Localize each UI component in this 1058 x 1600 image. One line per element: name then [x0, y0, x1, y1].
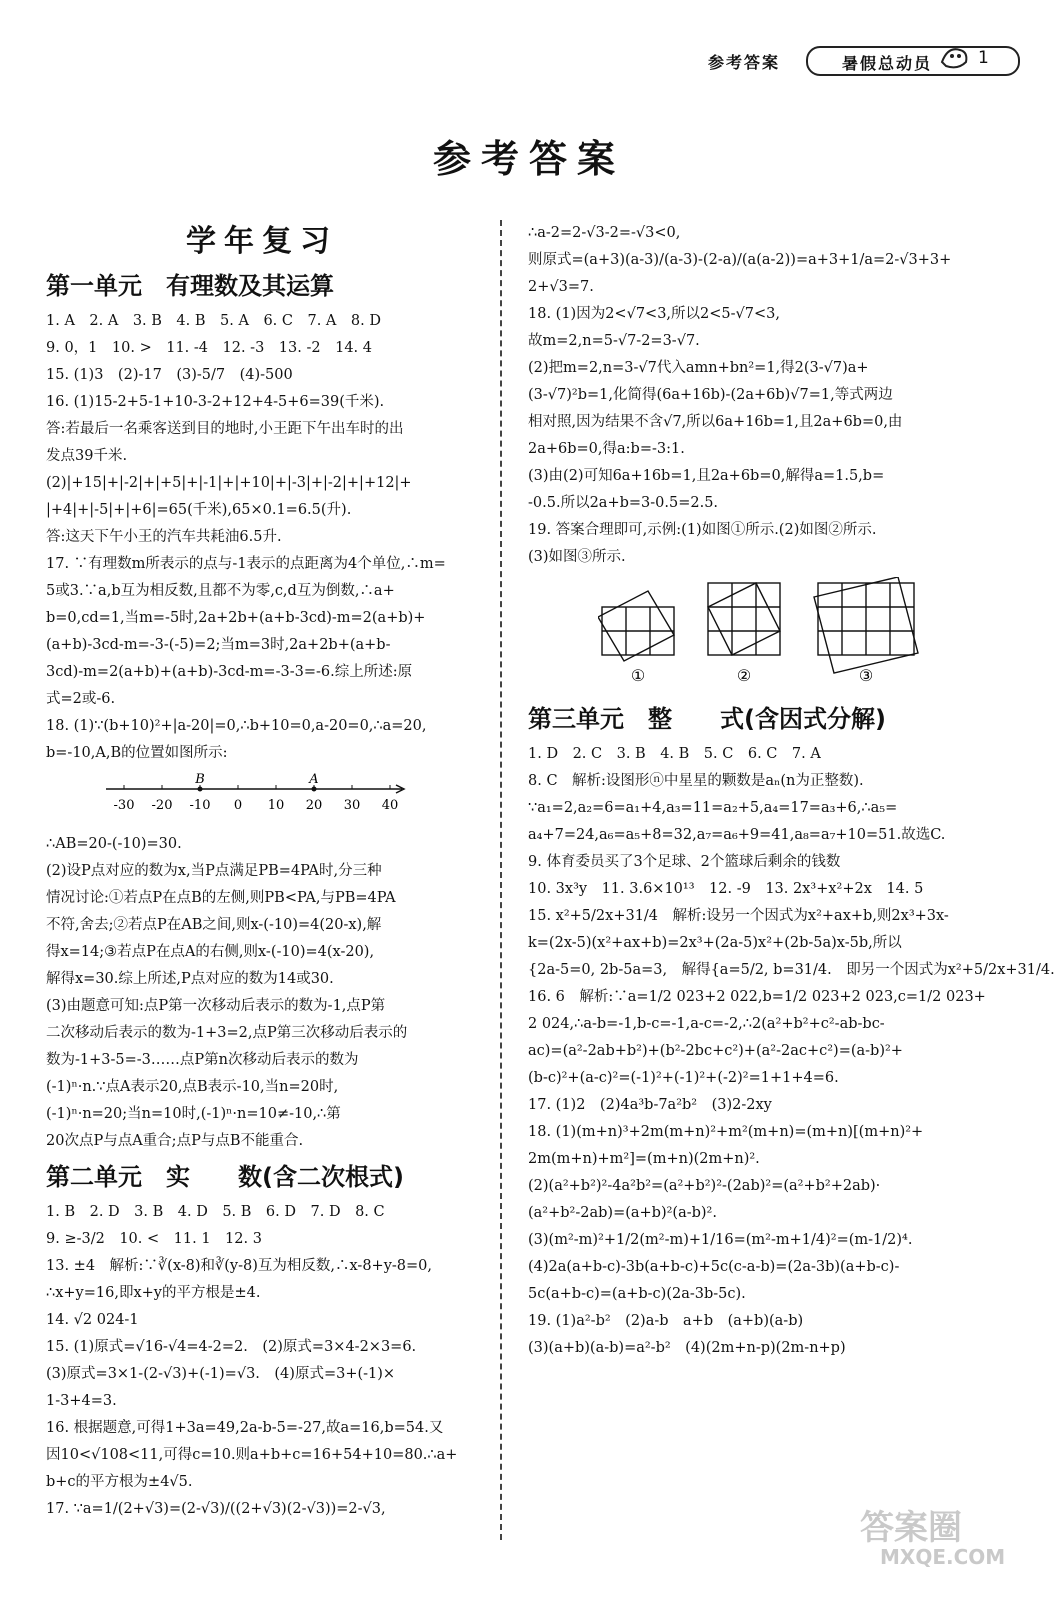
- answer-line: (3-√7)²b=1,化简得(6a+16b)-(2a+6b)√7=1,等式两边: [528, 387, 893, 403]
- answer-line: (-1)ⁿ·n=20;当n=10时,(-1)ⁿ·n=10≠-10,∴第: [46, 1106, 341, 1122]
- answer-line: 解得x=30.综上所述,P点对应的数为14或30.: [46, 971, 334, 987]
- answer-line: (-1)ⁿ·n.∵点A表示20,点B表示-10,当n=20时,: [46, 1079, 339, 1095]
- answer-line: b=0,cd=1,当m=-5时,2a+2b+(a+b-3cd)-m=2(a+b)+: [46, 610, 426, 626]
- number-line-tick-label: 10: [267, 798, 285, 813]
- answer-line: 13. ±4 解析:∵∛(x-8)和∛(y-8)互为相反数,∴x-8+y-8=0,: [46, 1258, 433, 1274]
- answer-line: b=-10,A,B的位置如图所示:: [46, 745, 228, 761]
- answer-line: 9. 0，1 10. > 11. -4 12. -3 13. -2 14. 4: [46, 340, 372, 356]
- answer-line: (2)设P点对应的数为x,当P点满足PB=4PA时,分三种: [46, 863, 382, 879]
- answer-line: 2+√3=7.: [528, 279, 594, 295]
- unit3-heading: 第三单元 整 式(含因式分解): [528, 705, 886, 733]
- answer-line: k=(2x-5)(x²+ax+b)=2x³+(2a-5)x²+(2b-5a)x-5b,所以: [528, 935, 902, 951]
- answer-line: 二次移动后表示的数为-1+3=2,点P第三次移动后表示的: [46, 1025, 408, 1041]
- answer-line: 18. (1)∵(b+10)²+|a-20|=0,∴b+10=0,a-20=0,∴a=20,: [46, 718, 427, 734]
- answer-line: -0.5.所以2a+b=3-0.5=2.5.: [528, 495, 719, 511]
- answer-line: 答:若最后一名乘客送到目的地时,小王距下午出车时的出: [46, 421, 404, 437]
- answer-line: a₄+7=24,a₆=a₅+8=32,a₇=a₆+9=41,a₈=a₇+10=51.故选C.: [528, 827, 946, 843]
- left-column: [46, 220, 478, 1523]
- answer-line: 10. 3x³y 11. 3.6×10¹³ 12. -9 13. 2x³+x²+2x 14. 5: [528, 881, 924, 897]
- answer-line: 19. 答案合理即可,示例:(1)如图①所示.(2)如图②所示.: [528, 522, 877, 538]
- answer-line: 2a+6b=0,得a:b=-3:1.: [528, 441, 685, 457]
- answer-line: 3cd)-m=2(a+b)+(a+b)-3cd-m=-3-3=-6.综上所述:原: [46, 664, 413, 680]
- header-section-label: 参考答案: [708, 53, 781, 72]
- answer-line: 15. (1)原式=√16-√4=4-2=2. (2)原式=3×4-2×3=6.: [46, 1339, 417, 1355]
- number-line-figure: [106, 773, 406, 815]
- answer-line: 情况讨论:①若点P在点B的左侧,则PB<PA,与PB=4PA: [46, 890, 396, 906]
- unit1-answers-cont: [46, 831, 478, 1155]
- answer-line: 9. 体育委员买了3个足球、2个篮球后剩余的钱数: [528, 854, 841, 870]
- number-line-tick-label: -20: [151, 798, 173, 813]
- answer-line: (3)由(2)可知6a+16b=1,且2a+6b=0,解得a=1.5,b=: [528, 468, 885, 484]
- answer-line: 得x=14;③若点P在点A的右侧,则x-(-10)=4(x-20),: [46, 944, 375, 960]
- page-header: [578, 44, 1058, 80]
- answer-line: (3)如图③所示.: [528, 549, 626, 565]
- answer-line: 8. C 解析:设图形ⓝ中星星的颗数是aₙ(n为正整数).: [528, 773, 864, 789]
- answer-line: ∵a₁=2,a₂=6=a₁+4,a₃=11=a₂+5,a₄=17=a₃+6,∴a₅=: [528, 800, 898, 816]
- watermark-url: MXQE.COM: [880, 1545, 1006, 1569]
- point-b-label: B: [195, 773, 205, 787]
- answer-line: (3)由题意可知:点P第一次移动后表示的数为-1,点P第: [46, 998, 386, 1014]
- square-figures: [598, 577, 958, 687]
- answer-line: 1. A 2. A 3. B 4. B 5. A 6. C 7. A 8. D: [46, 313, 381, 329]
- number-line-tick-label: 20: [305, 798, 323, 813]
- figure-label-1: ①: [630, 666, 646, 685]
- watermark-logo: 答案圈: [860, 1508, 962, 1548]
- answer-line: 1. B 2. D 3. B 4. D 5. B 6. D 7. D 8. C: [46, 1204, 385, 1220]
- answer-line: (2)(a²+b²)²-4a²b²=(a²+b²)²-(2ab)²=(a²+b²+2ab)·: [528, 1178, 881, 1194]
- unit2-answers: [46, 1199, 478, 1523]
- number-line-tick-label: -10: [189, 798, 211, 813]
- answer-line: 17. ∵有理数m所表示的点与-1表示的点距离为4个单位,∴m=: [46, 556, 446, 572]
- number-line-tick-label: -30: [113, 798, 135, 813]
- answer-line: 式=2或-6.: [46, 691, 116, 707]
- answer-line: (2)|+15|+|-2|+|+5|+|-1|+|+10|+|-3|+|-2|+|+12|+: [46, 475, 412, 491]
- answer-line: 1. D 2. C 3. B 4. B 5. C 6. C 7. A: [528, 746, 821, 762]
- section-heading: 学年复习: [186, 224, 338, 259]
- answer-line: |+4|+|-5|+|+6|=65(千米),65×0.1=6.5(升).: [46, 502, 352, 518]
- answer-line: 16. 根据题意,可得1+3a=49,2a-b-5=-27,故a=16,b=54.又: [46, 1420, 444, 1436]
- answer-line: ∴x+y=16,即x+y的平方根是±4.: [46, 1285, 261, 1301]
- answer-line: 不符,舍去;②若点P在AB之间,则x-(-10)=4(20-x),解: [46, 917, 382, 933]
- mascot-icon: [938, 42, 972, 72]
- answer-line: (3)(a+b)(a-b)=a²-b² (4)(2m+n-p)(2m-n+p): [528, 1340, 846, 1356]
- answer-line: (4)2a(a+b-c)-3b(a+b-c)+5c(c-a-b)=(2a-3b)(a+b-c)-: [528, 1259, 900, 1275]
- answer-line: 2 024,∴a-b=-1,b-c=-1,a-c=-2,∴2(a²+b²+c²-ab-bc-: [528, 1016, 885, 1032]
- page-number: 1: [978, 48, 989, 68]
- answer-line: 数为-1+3-5=-3……点P第n次移动后表示的数为: [46, 1052, 359, 1068]
- answer-line: 20次点P与点A重合;点P与点B不能重合.: [46, 1133, 304, 1149]
- right-column: [528, 220, 1055, 1362]
- answer-line: 5c(a+b-c)=(a+b-c)(2a-3b-5c).: [528, 1286, 746, 1302]
- answer-line: 17. ∵a=1/(2+√3)=(2-√3)/((2+√3)(2-√3))=2-√3,: [46, 1501, 386, 1517]
- answer-line: ∴a-2=2-√3-2=-√3<0,: [528, 225, 681, 241]
- answer-line: (b-c)²+(a-c)²=(-1)²+(-1)²+(-2)²=1+1+4=6.: [528, 1070, 839, 1086]
- answer-line: b+c的平方根为±4√5.: [46, 1474, 193, 1490]
- answer-line: ac)=(a²-2ab+b²)+(b²-2bc+c²)+(a²-2ac+c²)=(a-b)²+: [528, 1043, 903, 1059]
- figure-label-2: ②: [736, 666, 752, 685]
- answer-line: 15. (1)3 (2)-17 (3)-5/7 (4)-500: [46, 367, 293, 383]
- number-line-tick-label: 40: [381, 798, 399, 813]
- answer-line: 18. (1)因为2<√7<3,所以2<5-√7<3,: [528, 306, 780, 322]
- answer-line: (3)原式=3×1-(2-√3)+(-1)=√3. (4)原式=3+(-1)×: [46, 1366, 396, 1382]
- answer-line: 1-3+4=3.: [46, 1393, 117, 1409]
- answer-line: 2m(m+n)+m²]=(m+n)(2m+n)².: [528, 1151, 760, 1167]
- header-book-title: 暑假总动员: [842, 54, 933, 73]
- answer-line: 15. x²+5/2x+31/4 解析:设另一个因式为x²+ax+b,则2x³+3x-: [528, 908, 949, 924]
- answer-line: 16. 6 解析:∵a=1/2 023+2 022,b=1/2 023+2 023,c=1/2 023+: [528, 989, 986, 1005]
- answer-line: (2)把m=2,n=3-√7代入amn+bn²=1,得2(3-√7)a+: [528, 360, 869, 376]
- answer-line: (a²+b²-2ab)=(a+b)²(a-b)².: [528, 1205, 717, 1221]
- column-divider: [500, 220, 502, 1540]
- answer-line: 14. √2 024-1: [46, 1312, 139, 1328]
- answer-line: 故m=2,n=5-√7-2=3-√7.: [528, 333, 700, 349]
- answer-line: {2a-5=0, 2b-5a=3, 解得{a=5/2, b=31/4. 即另一个因式为x²+5/2x+31/4.: [528, 962, 1055, 978]
- point-a-label: A: [309, 773, 319, 787]
- number-line-tick-label: 30: [343, 798, 361, 813]
- unit2-heading: 第二单元 实 数(含二次根式): [46, 1163, 404, 1191]
- answer-line: 19. (1)a²-b² (2)a-b a+b (a+b)(a-b): [528, 1313, 804, 1329]
- answer-line: 因10<√108<11,可得c=10.则a+b+c=16+54+10=80.∴a+: [46, 1447, 458, 1463]
- unit2-answers-cont: [528, 220, 964, 571]
- answer-line: 17. (1)2 (2)4a³b-7a²b² (3)2-2xy: [528, 1097, 772, 1113]
- answer-line: 18. (1)(m+n)³+2m(m+n)²+m²(m+n)=(m+n)[(m+n)²+: [528, 1124, 924, 1140]
- page-title: 参考答案: [432, 137, 625, 181]
- answer-line: 发点39千米.: [46, 448, 128, 464]
- answer-line: 16. (1)15-2+5-1+10-3-2+12+4-5+6=39(千米).: [46, 394, 385, 410]
- figure-label-3: ③: [858, 666, 874, 685]
- unit1-heading: 第一单元 有理数及其运算: [46, 272, 334, 300]
- answer-line: ∴AB=20-(-10)=30.: [46, 836, 182, 852]
- number-line-tick-label: 0: [233, 798, 243, 813]
- unit3-answers: [528, 741, 1055, 1362]
- answer-line: 则原式=(a+3)(a-3)/(a-3)-(2-a)/(a(a-2))=a+3+1/a=2-√3+3+: [528, 252, 952, 268]
- answer-line: 答:这天下午小王的汽车共耗油6.5升.: [46, 529, 282, 545]
- answer-line: (3)(m²-m)²+1/2(m²-m)+1/16=(m²-m+1/4)²=(m-1/2)⁴.: [528, 1232, 913, 1248]
- answer-line: 相对照,因为结果不含√7,所以6a+16b=1,且2a+6b=0,由: [528, 414, 903, 430]
- answer-line: 5或3.∵a,b互为相反数,且都不为零,c,d互为倒数,∴a+: [46, 583, 395, 599]
- answer-line: 9. ≥-3/2 10. < 11. 1 12. 3: [46, 1231, 262, 1247]
- unit1-answers: [46, 308, 478, 767]
- answer-line: (a+b)-3cd-m=-3-(-5)=2;当m=3时,2a+2b+(a+b-: [46, 637, 391, 653]
